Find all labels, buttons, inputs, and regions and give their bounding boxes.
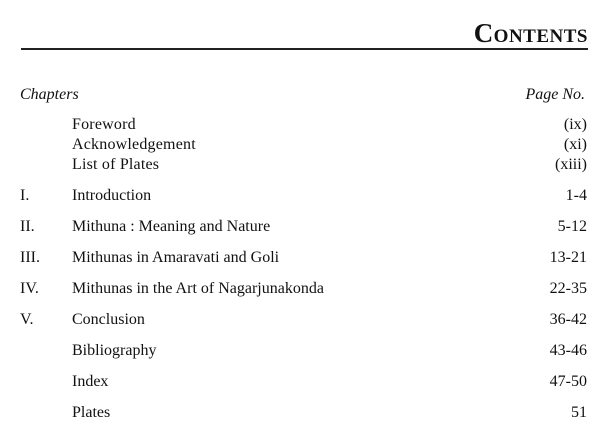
- toc-entry-label: Plates: [72, 404, 111, 421]
- toc-entry-page: 43-46: [549, 342, 587, 359]
- toc-entry-introduction[interactable]: [20, 186, 587, 206]
- toc-entry-bibliography[interactable]: [20, 341, 587, 361]
- toc-entry-nagarjunakonda[interactable]: [20, 279, 587, 299]
- chapter-number: III.: [20, 249, 40, 266]
- toc-entry-index[interactable]: [20, 372, 587, 392]
- page-title: Contents: [473, 18, 588, 48]
- chapters-column-header: Chapters: [20, 86, 79, 103]
- toc-entry-page: (xiii): [555, 156, 587, 173]
- toc-entry-label: Mithuna : Meaning and Nature: [72, 218, 271, 235]
- toc-entry-mithuna-meaning[interactable]: [20, 217, 587, 237]
- toc-entry-page: 36-42: [549, 311, 587, 328]
- toc-entry-page: 22-35: [549, 280, 587, 297]
- toc-entry-label: Conclusion: [72, 311, 145, 328]
- toc-entry-page: 47-50: [549, 373, 587, 390]
- toc-entry-page: 5-12: [557, 218, 587, 235]
- chapter-number: V.: [20, 311, 34, 328]
- toc-entry-foreword[interactable]: [20, 115, 587, 135]
- toc-entry-page: 13-21: [549, 249, 587, 266]
- toc-entry-list-of-plates[interactable]: [20, 155, 587, 175]
- toc-entry-label: Index: [72, 373, 109, 390]
- toc-entry-page: 51: [571, 404, 587, 421]
- toc-entry-label: Foreword: [72, 116, 136, 133]
- chapter-number: IV.: [20, 280, 39, 297]
- toc-entry-label: List of Plates: [72, 156, 160, 173]
- page-number-column-header: Page No.: [525, 86, 585, 103]
- toc-entry-label: Introduction: [72, 187, 152, 204]
- toc-entry-amaravati-goli[interactable]: [20, 248, 587, 268]
- toc-entry-label: Mithunas in Amaravati and Goli: [72, 249, 280, 266]
- toc-entry-label: Acknowledgement: [72, 136, 196, 153]
- chapter-number: II.: [20, 218, 35, 235]
- toc-entry-label: Mithunas in the Art of Nagarjunakonda: [72, 280, 324, 297]
- toc-entry-page: (ix): [563, 116, 587, 133]
- toc-entry-acknowledgement[interactable]: [20, 135, 587, 155]
- toc-entry-page: (xi): [563, 136, 587, 153]
- toc-entry-plates[interactable]: [20, 403, 587, 423]
- chapter-number: I.: [20, 187, 30, 204]
- toc-entry-conclusion[interactable]: [20, 310, 587, 330]
- toc-entry-label: Bibliography: [72, 342, 157, 359]
- toc-entry-page: 1-4: [565, 187, 587, 204]
- title-rule: [21, 48, 588, 50]
